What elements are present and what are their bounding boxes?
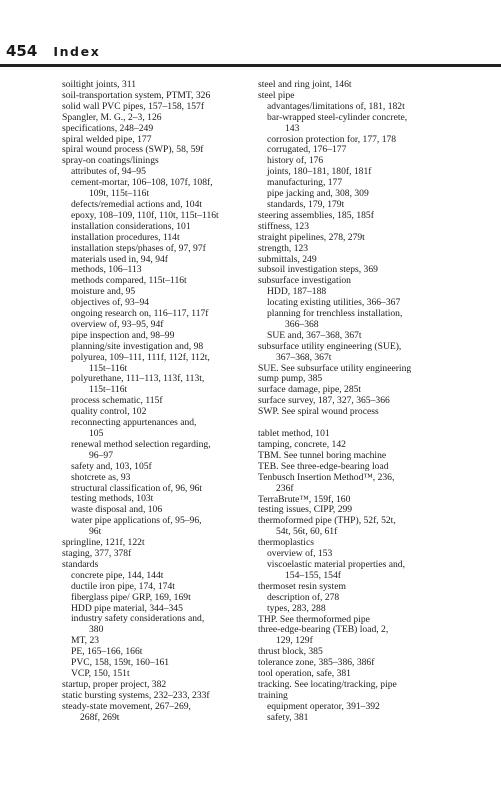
- index-entry: THP. See thermoformed pipe: [258, 613, 370, 625]
- index-subentry: cement-mortar, 106–108, 107f, 108f,: [71, 177, 213, 189]
- index-subentry: advantages/limitations of, 181, 182t: [267, 100, 405, 112]
- index-entry: SWP. See spiral wound process: [258, 406, 379, 418]
- index-subentry: 96–97: [89, 449, 113, 461]
- index-subentry: installation procedures, 114t: [71, 231, 180, 243]
- index-entry: spiral wound process (SWP), 58, 59f: [62, 144, 204, 156]
- index-entry: TBM. See tunnel boring machine: [258, 449, 387, 461]
- index-entry: steady-state movement, 267–269,: [62, 700, 191, 712]
- index-entry: steering assemblies, 185, 185f: [258, 209, 374, 221]
- running-head: Index: [53, 44, 101, 59]
- index-entry: stiffness, 123: [258, 220, 309, 232]
- index-subentry: corrugated, 176–177: [267, 144, 347, 156]
- index-subentry: installation steps/phases of, 97, 97f: [71, 242, 206, 254]
- index-entry: spiral welded pipe, 177: [62, 133, 152, 145]
- index-entry: tamping, concrete, 142: [258, 439, 346, 450]
- index-subentry: HDD pipe material, 344–345: [71, 602, 183, 614]
- index-subentry: planning for trenchless installation,: [267, 308, 403, 320]
- index-subentry: PVC, 158, 159t, 160–161: [71, 657, 170, 669]
- index-subentry: history of, 176: [267, 155, 324, 167]
- index-entry: specifications, 248–249: [62, 122, 154, 134]
- index-entry: tool operation, safe, 381: [258, 668, 351, 680]
- index-entry: tolerance zone, 385–386, 386f: [258, 657, 375, 669]
- index-subentry: safety, 381: [267, 711, 309, 723]
- index-subentry: attributes of, 94–95: [71, 166, 146, 178]
- index-subentry: HDD, 187–188: [267, 286, 327, 298]
- index-entry: sump pump, 385: [258, 373, 323, 385]
- index-subentry: 105: [89, 428, 104, 439]
- index-subentry: manufacturing, 177: [267, 177, 343, 189]
- index-subentry: waste disposal and, 106: [71, 504, 163, 516]
- page-header: [6, 42, 100, 60]
- index-subentry: SUE and, 367–368, 367t: [267, 329, 362, 341]
- index-subentry: polyurethane, 111–113, 113f, 113t,: [71, 373, 205, 385]
- index-subentry: 115t–116t: [89, 362, 128, 374]
- index-entry: static bursting systems, 232–233, 233f: [62, 689, 210, 701]
- index-entry: springline, 121f, 122t: [62, 537, 145, 549]
- index-entry: soiltight joints, 311: [62, 79, 137, 90]
- index-entry: subsurface utility engineering (SUE),: [258, 340, 402, 352]
- index-entry: thermoformed pipe (THP), 52f, 52t,: [258, 515, 396, 527]
- index-subentry: 54t, 56t, 60, 61f: [276, 526, 338, 538]
- index-subentry: corrosion protection for, 177, 178: [267, 133, 397, 145]
- index-subentry: 366–368: [285, 318, 319, 330]
- index-entry: tablet method, 101: [258, 428, 330, 440]
- index-entry: Tenbusch Insertion Method™, 236,: [258, 471, 395, 483]
- index-subentry: overview of, 153: [267, 548, 333, 560]
- index-subentry: epoxy, 108–109, 110f, 110t, 115t–116t: [71, 209, 219, 221]
- index-entry: steel and ring joint, 146t: [258, 79, 352, 90]
- index-subentry: concrete pipe, 144, 144t: [71, 569, 164, 581]
- index-subentry: quality control, 102: [71, 406, 147, 418]
- index-subentry: defects/remedial actions and, 104t: [71, 198, 203, 210]
- index-subentry: ongoing research on, 116–117, 117f: [71, 308, 209, 320]
- index-subentry: reconnecting appurtenances and,: [71, 417, 197, 429]
- index-subentry: polyurea, 109–111, 111f, 112f, 112t,: [71, 351, 210, 363]
- index-entry: submittals, 249: [258, 253, 317, 265]
- index-subentry: pipe inspection and, 98–99: [71, 329, 175, 341]
- index-subentry: description of, 278: [267, 591, 340, 603]
- index-entry: soil-transportation system, PTMT, 326: [62, 89, 211, 101]
- index-subentry: structural classification of, 96, 96t: [71, 482, 203, 494]
- index-entry: standards: [62, 558, 99, 570]
- index-subentry: types, 283, 288: [267, 602, 326, 614]
- index-subentry: methods compared, 115t–116t: [71, 275, 187, 287]
- index-subentry: 129, 129f: [276, 635, 313, 647]
- index-entry: strength, 123: [258, 242, 309, 254]
- index-subentry: equipment operator, 391–392: [267, 700, 380, 712]
- index-subentry: bar-wrapped steel-cylinder concrete,: [267, 111, 408, 123]
- index-subentry: 109t, 115t–116t: [89, 188, 150, 200]
- index-entry: TEB. See three-edge-bearing load: [258, 460, 389, 472]
- index-subentry: shotcrete as, 93: [71, 471, 131, 483]
- index-subentry: pipe jacking and, 308, 309: [267, 188, 369, 200]
- index-column-right: [258, 80, 458, 724]
- index-entry: straight pipelines, 278, 279t: [258, 231, 365, 243]
- index-entry: spray-on coatings/linings: [62, 155, 159, 167]
- index-entry: testing issues, CIPP, 299: [258, 504, 353, 516]
- index-subentry: 143: [285, 122, 300, 134]
- index-subentry: 154–155, 154f: [285, 569, 341, 581]
- index-subentry: testing methods, 103t: [71, 493, 154, 505]
- index-entry: TerraBrute™, 159f, 160: [258, 493, 351, 505]
- index-entry: surface survey, 187, 327, 365–366: [258, 395, 390, 407]
- index-subentry: process schematic, 115f: [71, 395, 163, 407]
- index-subentry: water pipe applications of, 95–96,: [71, 515, 202, 527]
- index-subentry: safety and, 103, 105f: [71, 460, 152, 472]
- index-subentry: methods, 106–113: [71, 264, 142, 276]
- index-entry: three-edge-bearing (TEB) load, 2,: [258, 624, 389, 636]
- index-entry: startup, proper project, 382: [62, 678, 167, 690]
- header-rule: [0, 64, 501, 67]
- index-subentry: 115t–116t: [89, 384, 128, 396]
- index-entry: solid wall PVC pipes, 157–158, 157f: [62, 100, 205, 112]
- index-subentry: MT, 23: [71, 635, 100, 647]
- index-column-left: [62, 80, 248, 723]
- index-entry: SUE. See subsurface utility engineering: [258, 362, 412, 374]
- index-entry: surface damage, pipe, 285t: [258, 384, 362, 396]
- index-subentry: renewal method selection regarding,: [71, 438, 211, 450]
- index-subentry: overview of, 93–95, 94f: [71, 318, 164, 330]
- index-entry: staging, 377, 378f: [62, 547, 132, 559]
- index-entry: subsurface investigation: [258, 275, 351, 287]
- index-subentry: 380: [89, 624, 104, 636]
- index-subentry: standards, 179, 179t: [267, 198, 345, 210]
- page-number: 454: [6, 42, 38, 60]
- index-subentry: materials used in, 94, 94f: [71, 253, 168, 265]
- index-entry: thrust block, 385: [258, 646, 323, 658]
- index-entry: subsoil investigation steps, 369: [258, 264, 378, 276]
- index-subentry: 236f: [276, 482, 294, 494]
- index-subentry: 268f, 269t: [80, 711, 120, 723]
- index-subentry: 367–368, 367t: [276, 351, 332, 363]
- index-subentry: objectives of, 93–94: [71, 297, 150, 309]
- index-subentry: moisture and, 95: [71, 286, 136, 298]
- index-subentry: installation considerations, 101: [71, 220, 191, 232]
- index-entry: tracking. See locating/tracking, pipe: [258, 678, 397, 690]
- index-subentry: fiberglass pipe/ GRP, 169, 169t: [71, 591, 191, 603]
- index-subentry: 96t: [89, 526, 102, 538]
- index-entry: Spangler, M. G., 2–3, 126: [62, 111, 162, 123]
- index-subentry: locating existing utilities, 366–367: [267, 297, 401, 309]
- index-subentry: VCP, 150, 151t: [71, 667, 130, 679]
- index-entry: thermoset resin system: [258, 580, 346, 592]
- index-entry: training: [258, 689, 288, 701]
- index-entry: thermoplastics: [258, 537, 314, 549]
- index-subentry: PE, 165–166, 166t: [71, 646, 143, 658]
- index-subentry: industry safety considerations and,: [71, 613, 205, 625]
- index-subentry: ductile iron pipe, 174, 174t: [71, 580, 175, 592]
- index-subentry: viscoelastic material properties and,: [267, 558, 405, 570]
- index-subentry: planning/site investigation and, 98: [71, 340, 204, 352]
- index-entry: steel pipe: [258, 89, 295, 101]
- index-subentry: joints, 180–181, 180f, 181f: [267, 166, 372, 178]
